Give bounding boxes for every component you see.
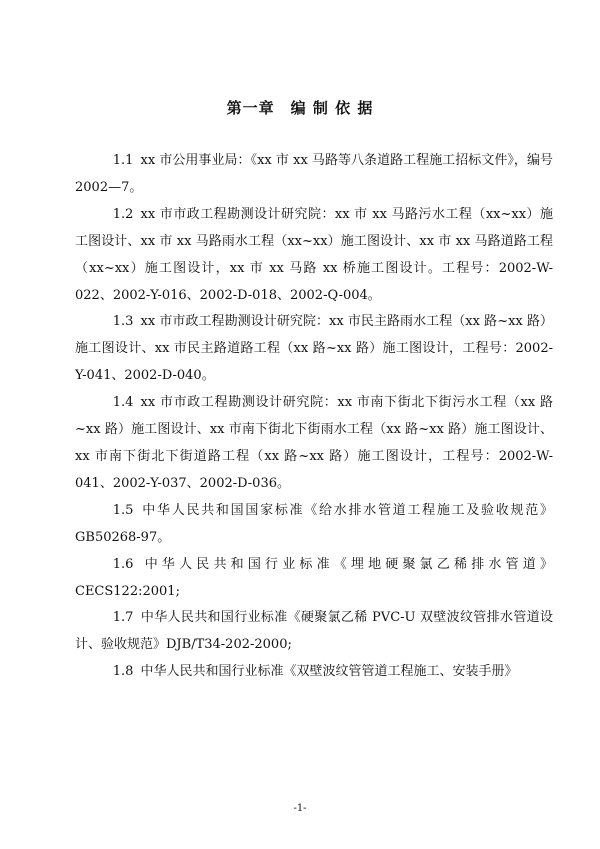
paragraph-1-4 [75, 390, 553, 498]
paragraph-1-3 [75, 309, 553, 390]
paragraph-1-7 [75, 605, 553, 659]
paragraph-1-5 [75, 498, 553, 552]
section-number: 1.5 [112, 502, 134, 518]
section-number: 1.4 [112, 395, 134, 411]
paragraph-text: 中华人民共和国行业标准《双壁波纹管管道工程施工、安装手册》 [140, 664, 518, 680]
section-number: 1.3 [112, 314, 134, 330]
paragraph-1-6 [75, 552, 553, 606]
paragraph-text: xx 市市政工程勘测设计研究院：xx 市民主路雨水工程（xx 路~xx 路）施工图设计、xx 市民主路道路工程（xx 路~xx 路）施工图设计，工程号：2002-Y-041、2002-D-040。 [75, 314, 553, 384]
paragraph-text: 中华人民共和国国家标准《给水排水管道工程施工及验收规范》GB50268-97。 [75, 502, 553, 545]
section-number: 1.1 [112, 153, 134, 168]
section-number: 1.7 [112, 610, 134, 626]
document-body [75, 148, 553, 686]
page-number: -1- [293, 803, 307, 814]
paragraph-text: xx 市公用事业局：《xx 市 xx 马路等八条道路工程施工招标文件》，编号 2002—7。 [75, 153, 553, 195]
section-number: 1.6 [112, 556, 134, 572]
paragraph-1-1 [75, 148, 553, 202]
section-number: 1.2 [112, 206, 134, 222]
paragraph-text: xx 市市政工程勘测设计研究院：xx 市南下街北下街污水工程（xx 路~xx 路）施工图设计、xx 市南下街北下街雨水工程（xx 路~xx 路）施工图设计、xx 市南下街北下街道路工程（xx 路~xx 路）施工图设计，工程号：2002-W-041、2002-Y-037、2002-D-036。 [75, 395, 553, 491]
paragraph-text: 中华人民共和国行业标准《埋地硬聚氯乙稀排水管道》CECS122:2001; [75, 556, 553, 599]
paragraph-1-8 [75, 659, 553, 686]
chapter-title: 第一章 编 制 依 据 [226, 99, 374, 117]
paragraph-text: 中华人民共和国行业标准《硬聚氯乙稀 PVC-U 双壁波纹管排水管道设计、验收规范》DJB/T34-202-2000; [75, 610, 553, 653]
paragraph-1-2 [75, 202, 553, 310]
paragraph-text: xx 市市政工程勘测设计研究院：xx 市 xx 马路污水工程（xx~xx）施工图设计、xx 市 xx 马路雨水工程（xx~xx）施工图设计、xx 市 xx 马路道路工程（xx~xx）施工图设计，xx 市 xx 马路 xx 桥施工图设计。工程号：2002-W-022、2002-Y-016、2002-D-018、2002-Q-004。 [75, 206, 553, 303]
section-number: 1.8 [112, 664, 134, 680]
